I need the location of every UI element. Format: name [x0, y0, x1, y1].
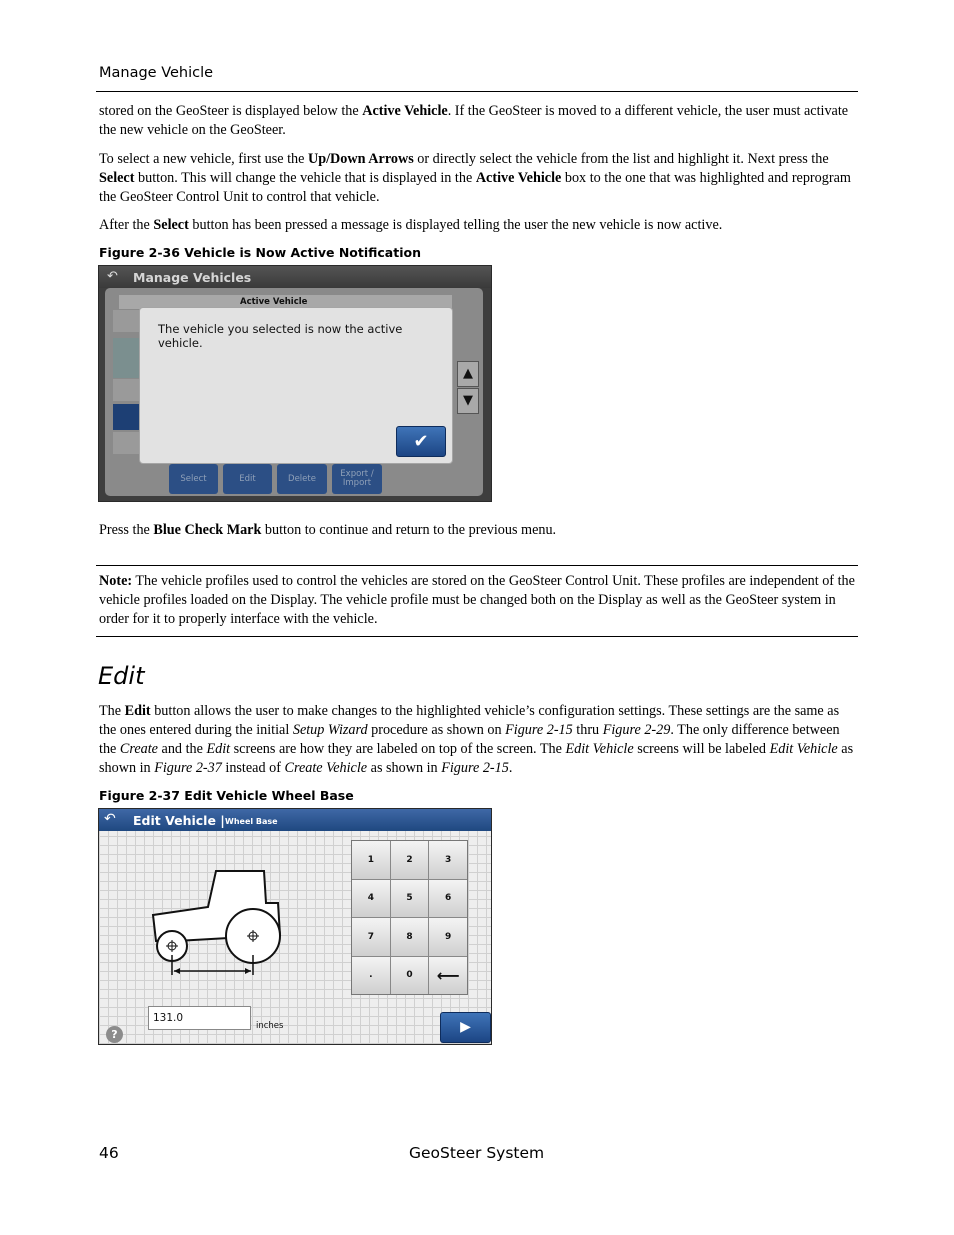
key-0[interactable]: 0 [391, 957, 429, 995]
footer-title: GeoSteer System [409, 1144, 545, 1162]
active-vehicle-label: Active Vehicle [240, 297, 308, 307]
key-2[interactable]: 2 [391, 841, 429, 879]
numeric-keypad [351, 840, 468, 995]
screenshot-edit-wheel-base [98, 808, 492, 1045]
note-top-rule [96, 565, 858, 566]
section-heading-edit: Edit [98, 662, 145, 690]
page-number: 46 [99, 1144, 119, 1162]
up-arrow-button[interactable]: ▲ [457, 361, 479, 387]
key-6[interactable]: 6 [429, 880, 467, 918]
check-mark-button[interactable]: ✔ [396, 426, 446, 457]
delete-button[interactable]: Delete [277, 464, 327, 494]
paragraph-active-vehicle: stored on the GeoSteer is displayed below the Active Vehicle. If the GeoSteer is moved to a different vehicle, the user must activate the new vehicle on the GeoSteer. [99, 103, 849, 138]
figure-2-36-caption: Figure 2-36 Vehicle is Now Active Notification [99, 245, 421, 260]
next-arrow-button[interactable]: ▶ [440, 1012, 491, 1043]
key-4[interactable]: 4 [352, 880, 390, 918]
paragraph-after-select: After the Select button has been pressed a message is displayed telling the user the new vehicle is now active. [99, 217, 723, 233]
note-bottom-rule [96, 636, 858, 637]
backspace-arrow-icon[interactable]: ⟵ [429, 957, 467, 995]
key-decimal[interactable]: . [352, 957, 390, 995]
screen-title: Edit Vehicle | [133, 813, 225, 828]
paragraph-select-vehicle: To select a new vehicle, first use the Up/Down Arrows or directly select the vehicle from the list and highlight it. Next press the Select button. This will change the vehicle that is displayed in the Active Vehicle box to the one that was highlighted and reprogram the GeoSteer Control Unit to control that vehicle. [99, 151, 851, 205]
screenshot-vehicle-active [98, 265, 492, 502]
key-9[interactable]: 9 [429, 918, 467, 956]
header-rule [96, 91, 858, 92]
help-icon[interactable]: ? [106, 1026, 123, 1043]
key-8[interactable]: 8 [391, 918, 429, 956]
select-button[interactable]: Select [169, 464, 218, 494]
unit-label: inches [256, 1021, 284, 1031]
tractor-wheelbase-icon [146, 865, 286, 985]
key-3[interactable]: 3 [429, 841, 467, 879]
edit-button[interactable]: Edit [223, 464, 272, 494]
paragraph-blue-check: Press the Blue Check Mark button to continue and return to the previous menu. [99, 522, 557, 538]
title-bar [99, 266, 492, 288]
back-icon[interactable]: ↶ [104, 811, 116, 827]
key-5[interactable]: 5 [391, 880, 429, 918]
wheel-base-input[interactable]: 131.0 [148, 1006, 251, 1030]
dialog-message: The vehicle you selected is now the active vehicle. [158, 322, 403, 350]
running-header: Manage Vehicle [99, 65, 214, 81]
paragraph-edit: The Edit button allows the user to make changes to the highlighted vehicle’s configuration settings. These settings are the same as the ones entered during the initial Setup Wizard procedure as shown on Figure 2-15 thru Figure 2-29. The only difference between the Create and the Edit screens are how they are labeled on top of the screen. The Edit Vehicle screens will be labeled Edit Vehicle as shown in Figure 2-37 instead of Create Vehicle as shown in Figure 2-15. [99, 703, 854, 776]
figure-2-37-caption: Figure 2-37 Edit Vehicle Wheel Base [99, 788, 354, 803]
note-paragraph: Note: The vehicle profiles used to control the vehicles are stored on the GeoSteer Control Unit. These profiles are independent of the vehicle profiles loaded on the Display. The vehicle profile must be changed both on the Display as well as the GeoSteer system in order for it to properly interface with the vehicle. [99, 573, 855, 627]
key-7[interactable]: 7 [352, 918, 390, 956]
title-bar [99, 809, 492, 831]
notification-dialog [139, 307, 453, 464]
back-icon[interactable]: ↶ [107, 269, 118, 284]
export-import-button[interactable]: Export / Import [332, 464, 382, 494]
screen-subtitle: Wheel Base [225, 817, 278, 826]
key-1[interactable]: 1 [352, 841, 390, 879]
screen-title: Manage Vehicles [133, 270, 252, 285]
down-arrow-button[interactable]: ▼ [457, 388, 479, 414]
